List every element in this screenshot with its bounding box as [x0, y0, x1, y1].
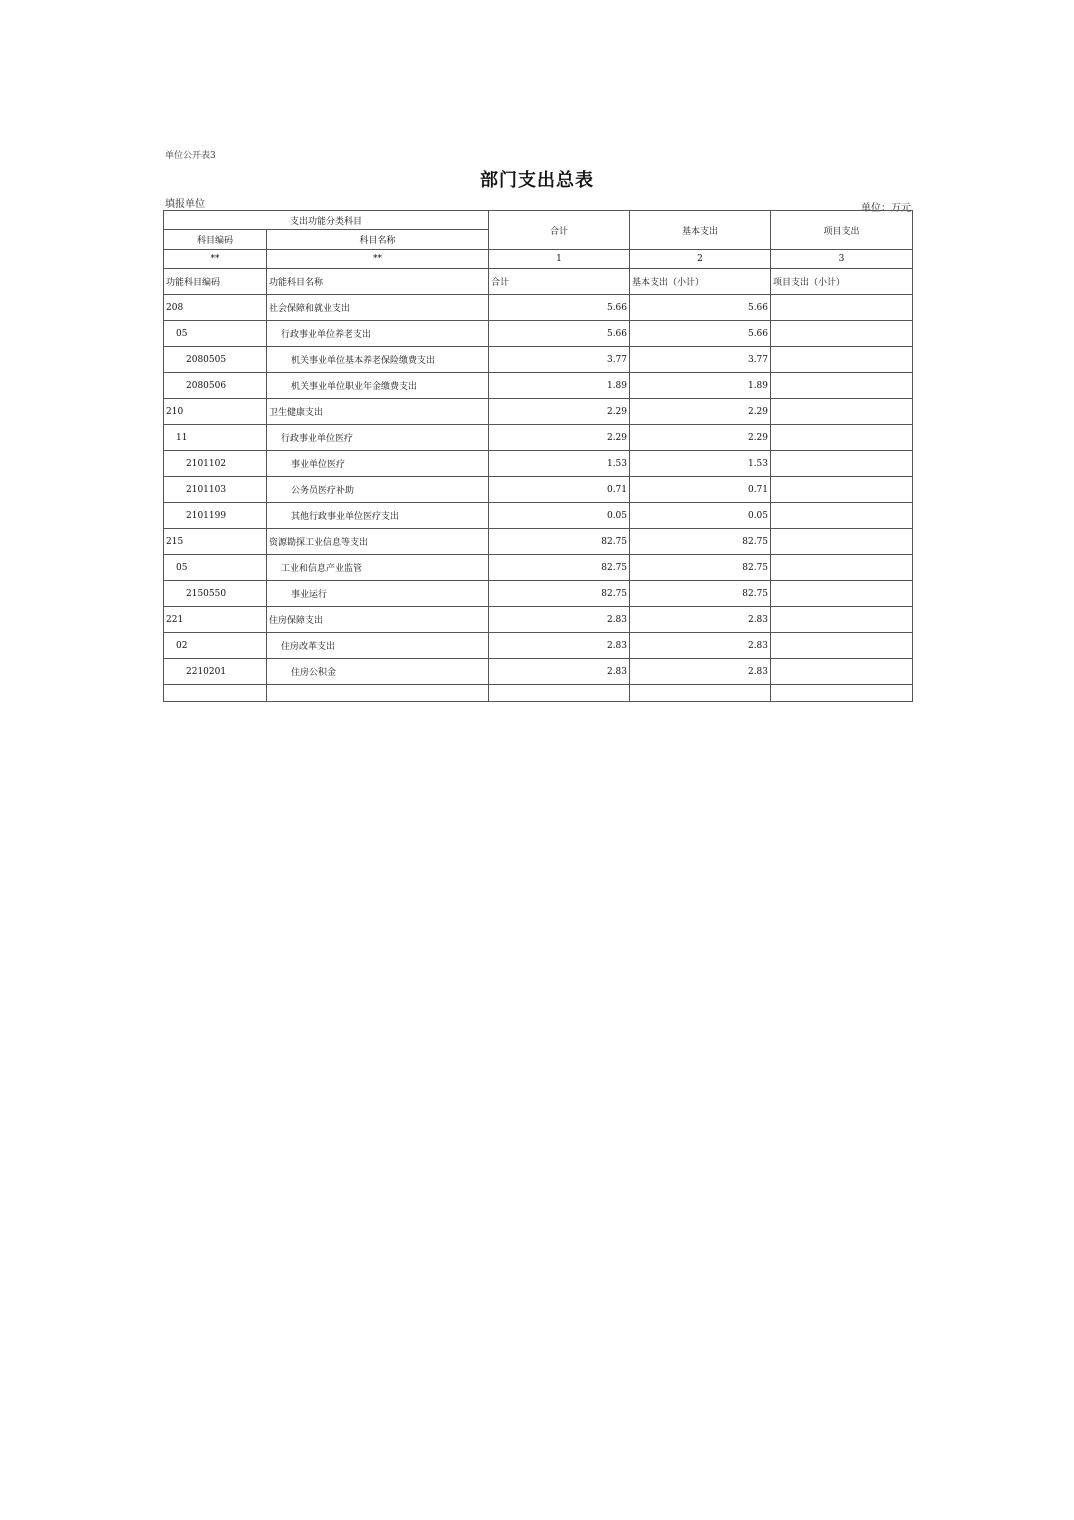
row-project — [771, 425, 913, 451]
row-name: 公务员医疗补助 — [267, 477, 489, 503]
row-code: 215 — [164, 529, 267, 555]
header-name: 科目名称 — [267, 230, 489, 250]
row-project — [771, 607, 913, 633]
row-code: 2210201 — [164, 659, 267, 685]
row-total: 3.77 — [489, 347, 630, 373]
row-name: 资源勘探工业信息等支出 — [267, 529, 489, 555]
row-name: 其他行政事业单位医疗支出 — [267, 503, 489, 529]
row-name: 社会保障和就业支出 — [267, 295, 489, 321]
row-basic: 2.83 — [630, 633, 771, 659]
row-code: 210 — [164, 399, 267, 425]
row-name: 机关事业单位职业年金缴费支出 — [267, 373, 489, 399]
row-basic: 0.05 — [630, 503, 771, 529]
row-name: 事业单位医疗 — [267, 451, 489, 477]
row-name: 事业运行 — [267, 581, 489, 607]
row-code: 2150550 — [164, 581, 267, 607]
row-total: 2.83 — [489, 659, 630, 685]
row-project — [771, 477, 913, 503]
row-name: 工业和信息产业监管 — [267, 555, 489, 581]
header-function-group: 支出功能分类科目 — [164, 211, 489, 230]
table-row — [164, 633, 913, 659]
row-name: 行政事业单位养老支出 — [267, 321, 489, 347]
blank-cell — [771, 685, 913, 702]
row-basic: 2.83 — [630, 607, 771, 633]
index-code: ** — [164, 250, 267, 269]
row-total: 5.66 — [489, 321, 630, 347]
table-row — [164, 659, 913, 685]
row-total: 1.53 — [489, 451, 630, 477]
header-basic: 基本支出 — [630, 211, 771, 250]
row-name: 住房改革支出 — [267, 633, 489, 659]
blank-cell — [267, 685, 489, 702]
table-row — [164, 503, 913, 529]
row-code: 05 — [164, 555, 267, 581]
row-total: 2.29 — [489, 425, 630, 451]
row-code: 11 — [164, 425, 267, 451]
table-row — [164, 425, 913, 451]
expenditure-table — [163, 210, 913, 702]
row-basic: 2.29 — [630, 425, 771, 451]
row-code: 05 — [164, 321, 267, 347]
row-basic: 3.77 — [630, 347, 771, 373]
row-project — [771, 633, 913, 659]
header-project: 项目支出 — [771, 211, 913, 250]
subheader-name: 功能科目名称 — [267, 269, 489, 295]
row-basic: 0.71 — [630, 477, 771, 503]
row-code: 2080505 — [164, 347, 267, 373]
row-total: 82.75 — [489, 555, 630, 581]
index-project: 3 — [771, 250, 913, 269]
index-row — [164, 250, 913, 269]
row-basic: 5.66 — [630, 321, 771, 347]
table-row — [164, 477, 913, 503]
row-project — [771, 295, 913, 321]
row-name: 住房保障支出 — [267, 607, 489, 633]
row-total: 82.75 — [489, 581, 630, 607]
row-project — [771, 529, 913, 555]
row-code: 2101103 — [164, 477, 267, 503]
row-project — [771, 373, 913, 399]
table-row — [164, 399, 913, 425]
header-code: 科目编码 — [164, 230, 267, 250]
table-row — [164, 321, 913, 347]
subheader-project: 项目支出（小计） — [771, 269, 913, 295]
row-project — [771, 581, 913, 607]
row-project — [771, 347, 913, 373]
table-row — [164, 295, 913, 321]
row-code: 2101102 — [164, 451, 267, 477]
page-title: 部门支出总表 — [480, 170, 594, 191]
row-basic: 1.53 — [630, 451, 771, 477]
table-row — [164, 529, 913, 555]
row-basic: 1.89 — [630, 373, 771, 399]
blank-cell — [164, 685, 267, 702]
row-name: 卫生健康支出 — [267, 399, 489, 425]
row-code: 208 — [164, 295, 267, 321]
blank-cell — [489, 685, 630, 702]
table-row — [164, 607, 913, 633]
row-project — [771, 451, 913, 477]
header-row-group — [164, 211, 913, 230]
row-basic: 5.66 — [630, 295, 771, 321]
row-total: 82.75 — [489, 529, 630, 555]
subheader-total: 合计 — [489, 269, 630, 295]
fill-unit-label: 填报单位 — [165, 199, 205, 210]
table-row — [164, 451, 913, 477]
index-basic: 2 — [630, 250, 771, 269]
row-total: 5.66 — [489, 295, 630, 321]
row-total: 0.71 — [489, 477, 630, 503]
row-total: 1.89 — [489, 373, 630, 399]
row-project — [771, 399, 913, 425]
row-code: 02 — [164, 633, 267, 659]
row-project — [771, 321, 913, 347]
header-total: 合计 — [489, 211, 630, 250]
row-code: 2101199 — [164, 503, 267, 529]
subheader-code: 功能科目编码 — [164, 269, 267, 295]
table-row — [164, 347, 913, 373]
index-name: ** — [267, 250, 489, 269]
row-project — [771, 555, 913, 581]
row-total: 2.83 — [489, 607, 630, 633]
blank-row — [164, 685, 913, 702]
table-row — [164, 555, 913, 581]
subheader-row — [164, 269, 913, 295]
table-row — [164, 373, 913, 399]
row-project — [771, 503, 913, 529]
row-total: 0.05 — [489, 503, 630, 529]
row-basic: 82.75 — [630, 529, 771, 555]
row-project — [771, 659, 913, 685]
row-name: 住房公积金 — [267, 659, 489, 685]
table-row — [164, 581, 913, 607]
row-basic: 2.29 — [630, 399, 771, 425]
table-number-label: 单位公开表3 — [165, 151, 216, 161]
row-name: 机关事业单位基本养老保险缴费支出 — [267, 347, 489, 373]
row-basic: 82.75 — [630, 581, 771, 607]
row-total: 2.29 — [489, 399, 630, 425]
row-code: 221 — [164, 607, 267, 633]
blank-cell — [630, 685, 771, 702]
row-code: 2080506 — [164, 373, 267, 399]
subheader-basic: 基本支出（小计） — [630, 269, 771, 295]
row-name: 行政事业单位医疗 — [267, 425, 489, 451]
row-basic: 2.83 — [630, 659, 771, 685]
unit-label: 单位：万元 — [861, 203, 911, 214]
row-basic: 82.75 — [630, 555, 771, 581]
row-total: 2.83 — [489, 633, 630, 659]
index-total: 1 — [489, 250, 630, 269]
